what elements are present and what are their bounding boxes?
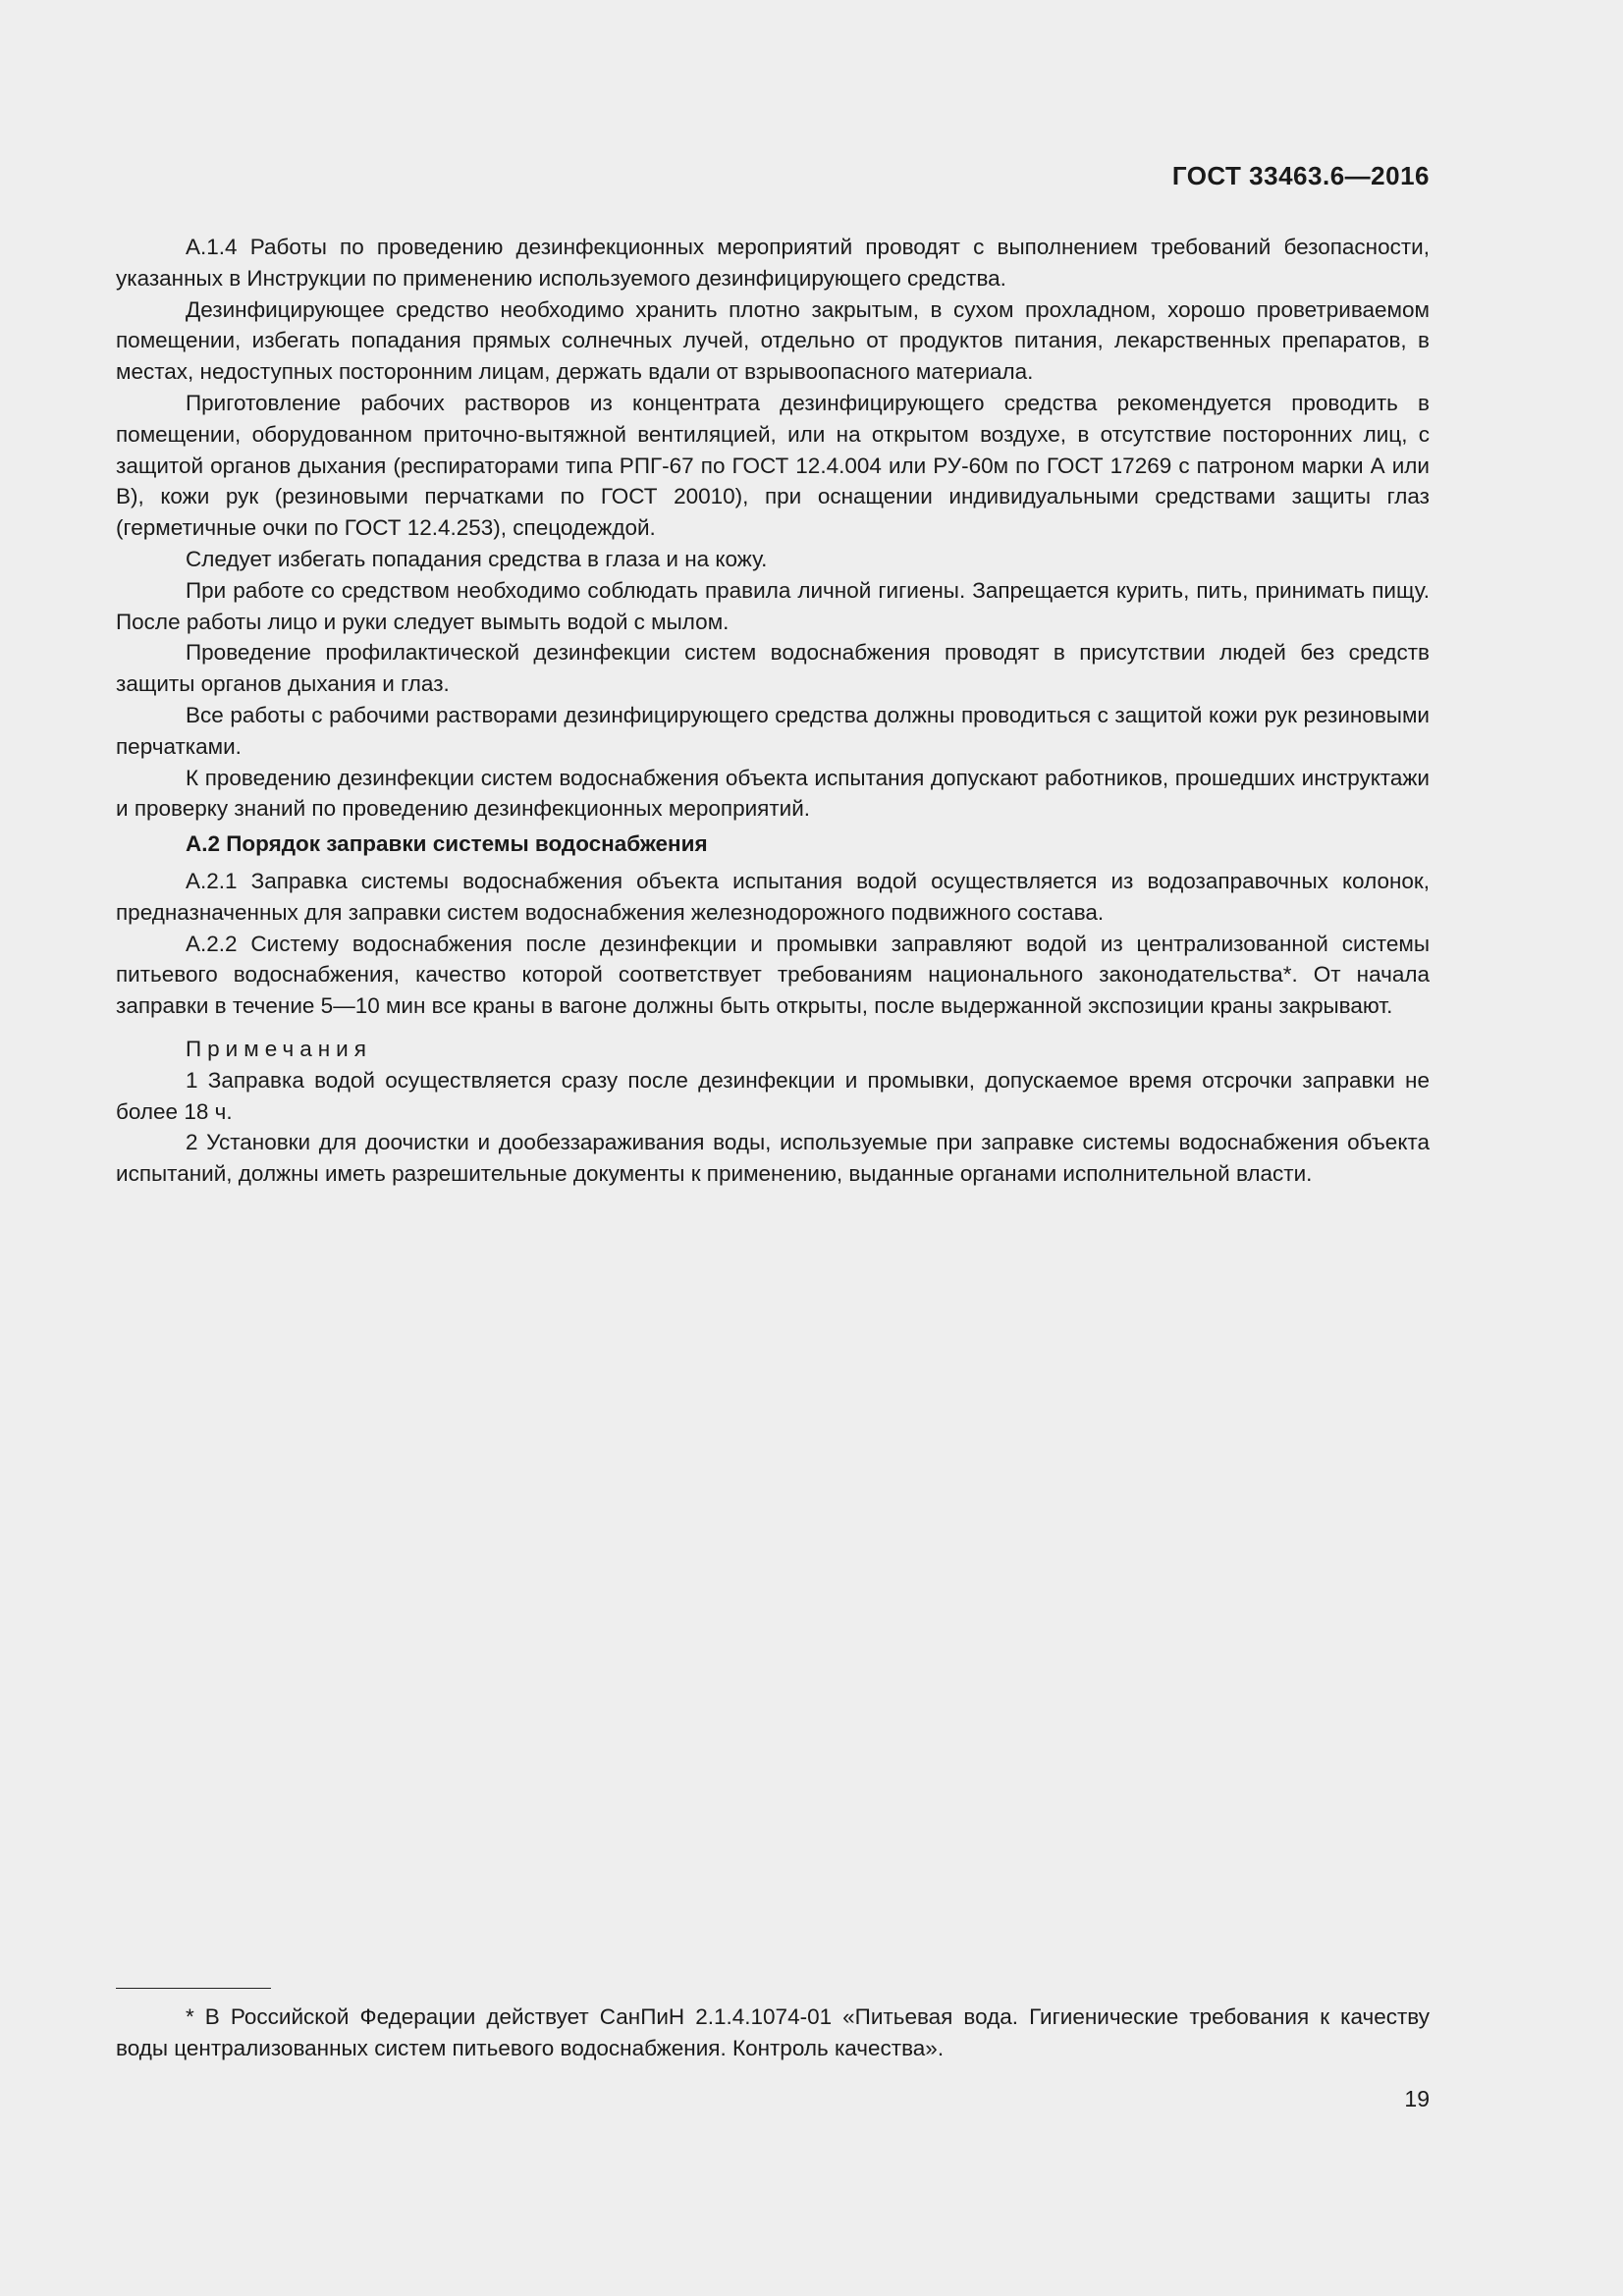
main-content: [116, 232, 1430, 1190]
page-number: 19: [1404, 2086, 1430, 2111]
section-title: А.2 Порядок заправки системы водоснабжения: [186, 831, 708, 857]
note-item: 2 Установки для доочистки и дообеззараживания воды, используемые при заправке системы водоснабжения объекта испытаний, должны иметь разрешительные документы к применению, выданные органами исполнительной власти.: [116, 1130, 1430, 1187]
paragraph: А.1.4 Работы по проведению дезинфекционных мероприятий проводят с выполнением требований безопасности, указанных в Инструкции по применению используемого дезинфицирующего средства.: [116, 235, 1430, 291]
footnote-text: * В Российской Федерации действует СанПиН 2.1.4.1074-01 «Питьевая вода. Гигиенические требования к качеству воды централизованных систем питьевого водоснабжения. Контроль качества».: [116, 2004, 1430, 2060]
notes-title: Примечания: [186, 1036, 372, 1061]
paragraph: Все работы с рабочими растворами дезинфицирующего средства должны проводиться с защитой кожи рук резиновыми перчатками.: [116, 702, 1430, 759]
section-paragraph: А.2.2 Систему водоснабжения после дезинфекции и промывки заправляют водой из централизованной системы питьевого водоснабжения, качество которой соответствует требованиям национального законодательства*. От начала заправки в течение 5—10 мин все краны в вагоне должны быть открыты, после выдержанной экспозиции краны закрывают.: [116, 931, 1430, 1019]
paragraph: Проведение профилактической дезинфекции систем водоснабжения проводят в присутствии людей без средств защиты органов дыхания и глаз.: [116, 640, 1430, 697]
footnote-divider: [116, 1988, 271, 1989]
note-item: 1 Заправка водой осуществляется сразу после дезинфекции и промывки, допускаемое время отсрочки заправки не более 18 ч.: [116, 1067, 1430, 1124]
paragraph: Дезинфицирующее средство необходимо хранить плотно закрытым, в сухом прохладном, хорошо проветриваемом помещении, избегать попадания прямых солнечных лучей, отдельно от продуктов питания, лекарственных препаратов, в местах, недоступных посторонним лицам, держать вдали от взрывоопасного материала.: [116, 296, 1430, 385]
section-paragraph: А.2.1 Заправка системы водоснабжения объекта испытания водой осуществляется из водозаправочных колонок, предназначенных для заправки систем водоснабжения железнодорожного подвижного состава.: [116, 868, 1430, 925]
paragraph: Следует избегать попадания средства в глаза и на кожу.: [186, 546, 768, 571]
paragraph: При работе со средством необходимо соблюдать правила личной гигиены. Запрещается курить, пить, принимать пищу. После работы лицо и руки следует вымыть водой с мылом.: [116, 577, 1430, 634]
paragraph: К проведению дезинфекции систем водоснабжения объекта испытания допускают работников, прошедших инструктажи и проверку знаний по проведению дезинфекционных мероприятий.: [116, 765, 1430, 822]
footnote: [116, 2002, 1430, 2064]
spacer: [116, 1022, 1430, 1034]
document-header: ГОСТ 33463.6—2016: [1171, 161, 1430, 190]
paragraph: Приготовление рабочих растворов из концентрата дезинфицирующего средства рекомендуется проводить в помещении, оборудованном приточно-вытяжной вентиляцией, или на открытом воздухе, в отсутствие посторонних лиц, с защитой органов дыхания (респираторами типа РПГ-67 по ГОСТ 12.4.004 или РУ-60м по ГОСТ 17269 с патроном марки А или В), кожи рук (резиновыми перчатками по ГОСТ 20010), при оснащении индивидуальными средствами защиты глаз (герметичные очки по ГОСТ 12.4.253), спецодеждой.: [116, 390, 1430, 541]
